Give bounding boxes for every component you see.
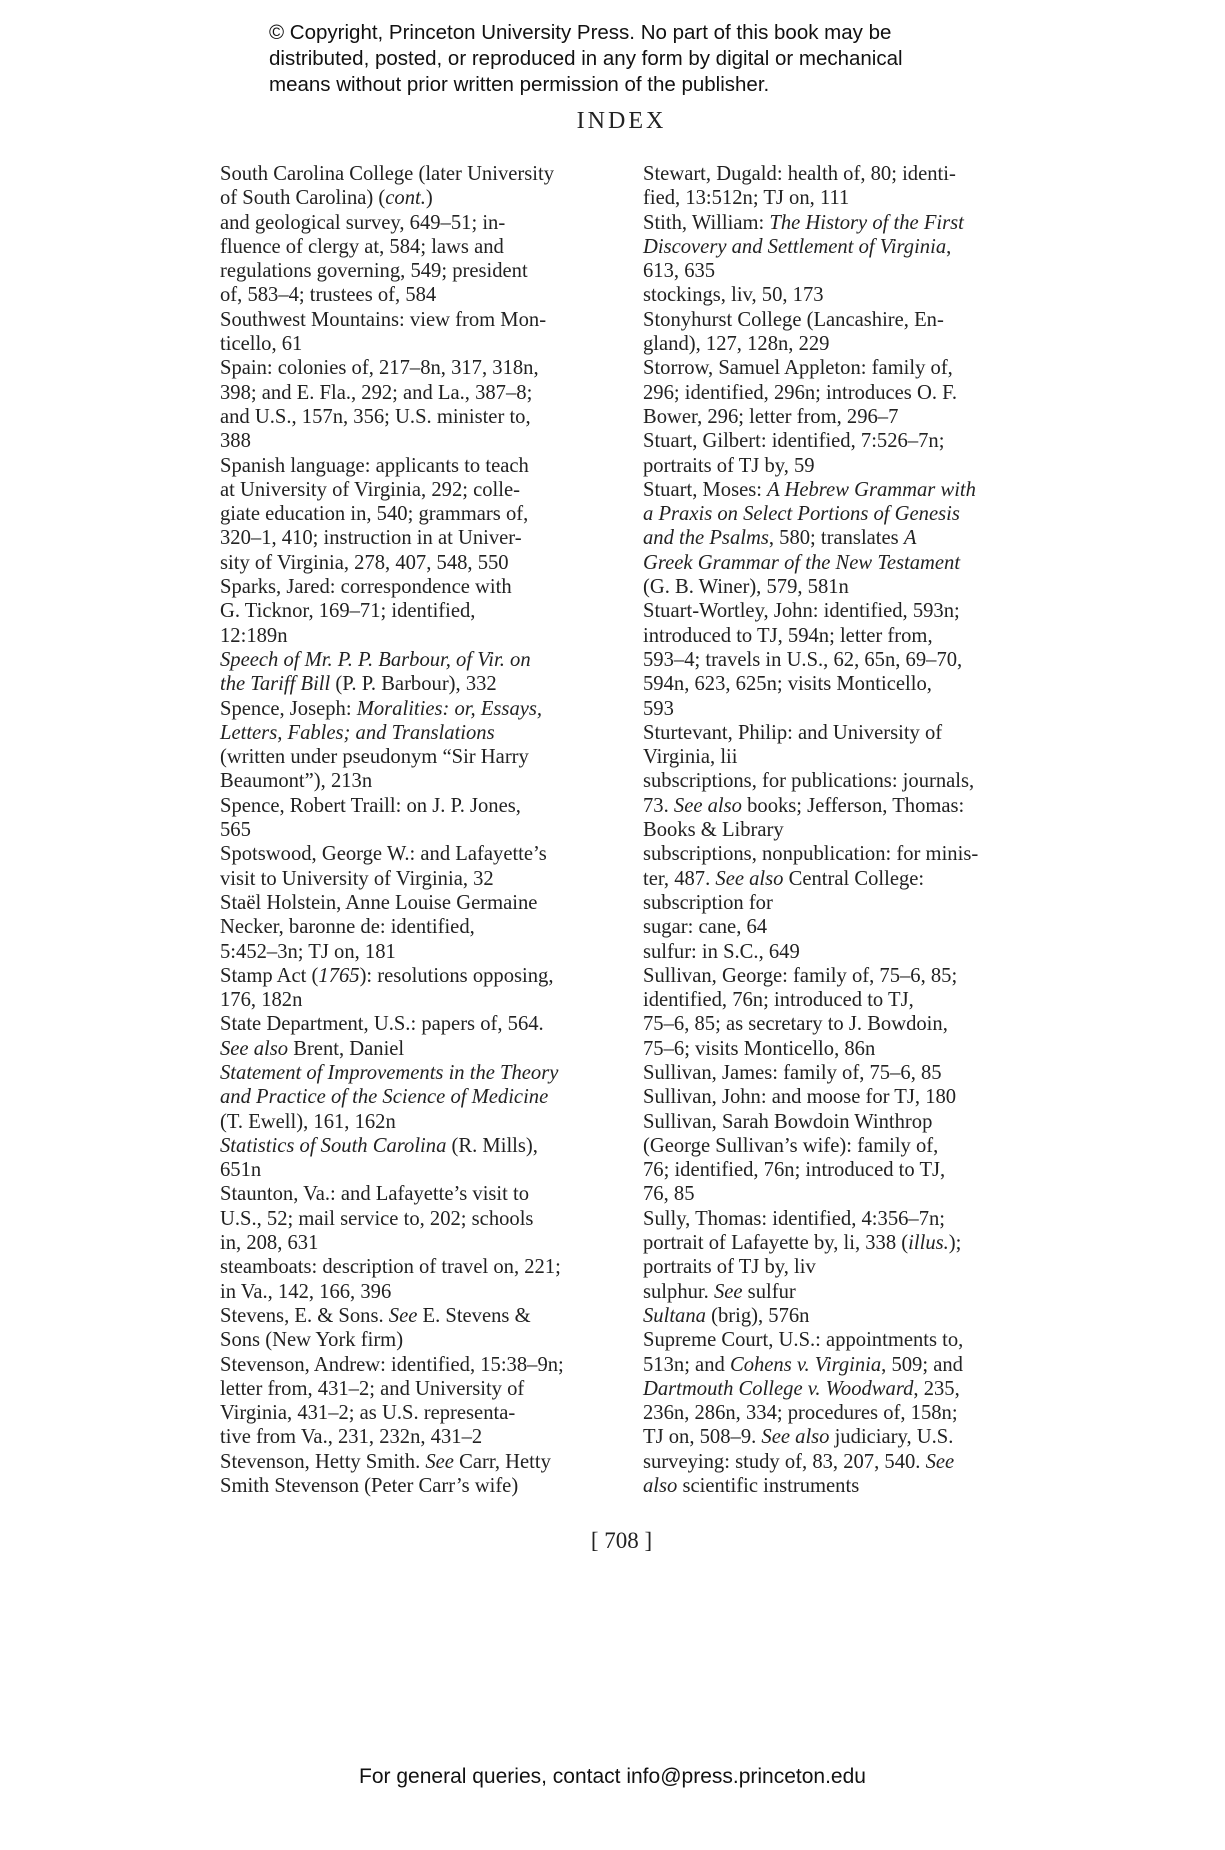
index-entry — [220, 1182, 620, 1255]
index-entry — [643, 599, 1043, 720]
index-entry — [643, 1304, 1043, 1328]
index-entry — [220, 891, 620, 964]
index-entry-line: 236n, 286n, 334; procedures of, 158n; — [643, 1402, 958, 1425]
index-entry-line: and geological survey, 649–51; in- — [220, 211, 506, 234]
index-entry-line: Sully, Thomas: identified, 4:356–7n; — [643, 1207, 946, 1230]
index-entry-line: 296; identified, 296n; introduces O. F. — [643, 381, 958, 404]
index-entry-line: Sullivan, John: and moose for TJ, 180 — [643, 1086, 957, 1109]
index-entry-line: Spain: colonies of, 217–8n, 317, 318n, — [220, 357, 539, 380]
index-entry-line: Sullivan, James: family of, 75–6, 85 — [643, 1061, 942, 1084]
index-entry-line: 75–6, 85; as secretary to J. Bowdoin, — [643, 1013, 948, 1036]
index-entry-line: Spence, Robert Traill: on J. P. Jones, — [220, 794, 521, 817]
index-entry-line: Speech of Mr. P. P. Barbour, of Vir. on — [220, 648, 531, 671]
index-entry-line: portraits of TJ by, liv — [643, 1256, 816, 1279]
index-entry-line: Stamp Act (1765): resolutions opposing, — [220, 964, 554, 987]
index-entry-line: Necker, baronne de: identified, — [220, 916, 475, 939]
index-entry-line: the Tariff Bill (P. P. Barbour), 332 — [220, 673, 497, 696]
index-entry-line: G. Ticknor, 169–71; identified, — [220, 600, 476, 623]
index-entry — [643, 1450, 1043, 1499]
index-entry-line: State Department, U.S.: papers of, 564. — [220, 1013, 544, 1036]
copyright-line: means without prior written permission of the publisher. — [269, 73, 770, 96]
index-entry-line: Sullivan, George: family of, 75–6, 85; — [643, 964, 958, 987]
index-entry-line: subscriptions, nonpublication: for minis- — [643, 843, 979, 866]
index-entry-line: Sturtevant, Philip: and University of — [643, 721, 943, 744]
page-heading: INDEX — [576, 108, 667, 134]
index-entry-line: 76, 85 — [643, 1183, 695, 1206]
index-entry-line: (G. B. Winer), 579, 581n — [643, 576, 849, 599]
index-entry-line: 513n; and Cohens v. Virginia, 509; and — [643, 1353, 963, 1376]
index-entry — [643, 769, 1043, 842]
index-entry — [220, 1012, 620, 1061]
index-entry-line: in, 208, 631 — [220, 1232, 319, 1255]
index-entry-line: Stith, William: The History of the First — [643, 211, 964, 234]
index-entry-line: Stuart, Moses: A Hebrew Grammar with — [643, 478, 976, 501]
index-entry-line: (George Sullivan’s wife): family of, — [643, 1134, 939, 1157]
index-entry-line: visit to University of Virginia, 32 — [220, 867, 494, 890]
index-entry — [643, 1061, 1043, 1085]
index-entry-line: identified, 76n; introduced to TJ, — [643, 989, 914, 1012]
index-entry — [220, 356, 620, 453]
index-entry — [220, 1134, 620, 1183]
index-entry — [643, 1110, 1043, 1207]
index-entry-line: sulfur: in S.C., 649 — [643, 940, 800, 963]
index-entry — [643, 1328, 1043, 1449]
index-entry-line: U.S., 52; mail service to, 202; schools — [220, 1207, 534, 1230]
index-entry-line: surveying: study of, 83, 207, 540. See — [643, 1450, 955, 1473]
index-entry — [220, 1353, 620, 1450]
index-entry-line: Stuart-Wortley, John: identified, 593n; — [643, 600, 960, 623]
index-entry — [220, 1450, 620, 1499]
index-entry-line: Books & Library — [643, 819, 784, 842]
index-entry-line: stockings, liv, 50, 173 — [643, 284, 824, 307]
index-entry-line: steamboats: description of travel on, 221; — [220, 1256, 561, 1279]
index-entry — [220, 1304, 620, 1353]
index-entry-line: 176, 182n — [220, 989, 303, 1012]
index-entry-line: 75–6; visits Monticello, 86n — [643, 1037, 876, 1060]
index-entry-line: Bower, 296; letter from, 296–7 — [643, 405, 899, 428]
index-entry-line: letter from, 431–2; and University of — [220, 1377, 525, 1400]
index-entry — [643, 478, 1043, 599]
index-entry — [643, 842, 1043, 915]
index-entry-line: (written under pseudonym “Sir Harry — [220, 746, 529, 769]
index-entry-line: Stonyhurst College (Lancashire, En- — [643, 308, 944, 331]
index-column-right — [643, 162, 1043, 1498]
index-entry — [643, 721, 1043, 770]
index-entry — [643, 162, 1043, 211]
copyright-line: © Copyright, Princeton University Press. No part of this book may be — [269, 21, 892, 44]
index-entry-line: Sons (New York firm) — [220, 1329, 404, 1352]
index-entry-line: Virginia, 431–2; as U.S. representa- — [220, 1402, 516, 1425]
index-entry-line: Spanish language: applicants to teach — [220, 454, 529, 477]
index-entry — [643, 964, 1043, 1061]
index-entry — [643, 1085, 1043, 1109]
index-entry-line: See also Brent, Daniel — [220, 1037, 405, 1060]
index-entry-line: 12:189n — [220, 624, 288, 647]
index-entry — [643, 1207, 1043, 1280]
index-entry — [643, 940, 1043, 964]
index-entry-line: subscription for — [643, 891, 773, 914]
index-entry-line: introduced to TJ, 594n; letter from, — [643, 624, 933, 647]
index-entry-line: subscriptions, for publications: journals, — [643, 770, 975, 793]
index-entry — [220, 575, 620, 648]
index-entry — [220, 1255, 620, 1304]
index-entry-line: of South Carolina) (cont.) — [220, 187, 433, 210]
index-entry-line: Beaumont”), 213n — [220, 770, 373, 793]
index-entry-line: and U.S., 157n, 356; U.S. minister to, — [220, 405, 531, 428]
index-entry-line: Letters, Fables; and Translations — [220, 721, 495, 744]
index-entry-line: fluence of clergy at, 584; laws and — [220, 235, 504, 258]
index-entry-line: ticello, 61 — [220, 333, 303, 356]
index-entry-line: Statement of Improvements in the Theory — [220, 1061, 559, 1084]
index-entry — [643, 356, 1043, 429]
index-entry-line: Supreme Court, U.S.: appointments to, — [643, 1329, 964, 1352]
index-entry-line: Spotswood, George W.: and Lafayette’s — [220, 843, 547, 866]
index-entry-line: Storrow, Samuel Appleton: family of, — [643, 357, 953, 380]
index-entry — [643, 308, 1043, 357]
index-entry-line: 613, 635 — [643, 260, 716, 283]
index-entry-line: 565 — [220, 819, 251, 842]
index-entry-line: 651n — [220, 1159, 262, 1182]
index-entry-line: 76; identified, 76n; introduced to TJ, — [643, 1159, 946, 1182]
index-entry-line: also scientific instruments — [643, 1475, 860, 1498]
index-entry-line: at University of Virginia, 292; colle- — [220, 478, 520, 501]
copyright-notice — [269, 20, 989, 98]
index-entry-line: 73. See also books; Jefferson, Thomas: — [643, 794, 965, 817]
index-entry-line: tive from Va., 231, 232n, 431–2 — [220, 1426, 483, 1449]
index-entry-line: in Va., 142, 166, 396 — [220, 1280, 392, 1303]
index-entry-line: TJ on, 508–9. See also judiciary, U.S. — [643, 1426, 954, 1449]
index-entry-line: Spence, Joseph: Moralities: or, Essays, — [220, 697, 543, 720]
index-entry — [643, 429, 1043, 478]
index-entry-line: Southwest Mountains: view from Mon- — [220, 308, 547, 331]
copyright-line: distributed, posted, or reproduced in any form by digital or mechanical — [269, 47, 903, 70]
index-entry — [643, 211, 1043, 284]
index-column-left — [220, 162, 620, 1498]
index-entry-line: Smith Stevenson (Peter Carr’s wife) — [220, 1475, 519, 1498]
index-entry-line: sity of Virginia, 278, 407, 548, 550 — [220, 551, 509, 574]
index-entry-line: Stevens, E. & Sons. See E. Stevens & — [220, 1304, 531, 1327]
index-entry — [220, 1061, 620, 1134]
index-entry-line: 593 — [643, 697, 674, 720]
index-entry-line: ter, 487. See also Central College: — [643, 867, 925, 890]
index-entry-line: South Carolina College (later University — [220, 163, 555, 185]
index-entry-line: Greek Grammar of the New Testament — [643, 551, 961, 574]
index-entry — [220, 648, 620, 697]
index-entry-line: (T. Ewell), 161, 162n — [220, 1110, 396, 1133]
index-entry — [643, 1280, 1043, 1304]
index-entry-line: a Praxis on Select Portions of Genesis — [643, 503, 960, 526]
index-entry — [220, 454, 620, 575]
index-entry-line: Sparks, Jared: correspondence with — [220, 576, 512, 599]
index-entry-line: sulphur. See sulfur — [643, 1280, 796, 1303]
index-entry-line: giate education in, 540; grammars of, — [220, 503, 529, 526]
index-entry-line: Dartmouth College v. Woodward, 235, — [643, 1377, 960, 1400]
index-entry-line: Stuart, Gilbert: identified, 7:526–7n; — [643, 430, 945, 453]
index-entry-line: portraits of TJ by, 59 — [643, 454, 815, 477]
index-entry-line: Stevenson, Hetty Smith. See Carr, Hetty — [220, 1450, 551, 1473]
index-entry-line: Discovery and Settlement of Virginia, — [643, 235, 952, 258]
index-entry — [220, 842, 620, 891]
index-entry-line: Statistics of South Carolina (R. Mills), — [220, 1134, 538, 1157]
index-entry-line: Stewart, Dugald: health of, 80; identi- — [643, 163, 956, 185]
index-entry-line: and the Psalms, 580; translates A — [643, 527, 917, 550]
index-entry-line: 5:452–3n; TJ on, 181 — [220, 940, 396, 963]
index-entry-line: sugar: cane, 64 — [643, 916, 768, 939]
index-entry — [220, 794, 620, 843]
index-entry-line: Stevenson, Andrew: identified, 15:38–9n; — [220, 1353, 564, 1376]
index-entry-line: and Practice of the Science of Medicine — [220, 1086, 549, 1109]
footer-contact: For general queries, contact info@press.princeton.edu — [359, 1765, 866, 1788]
index-entry-line: 320–1, 410; instruction in at Univer- — [220, 527, 522, 550]
index-entry-line: 398; and E. Fla., 292; and La., 387–8; — [220, 381, 533, 404]
index-entry-line: Virginia, lii — [643, 746, 738, 769]
index-entry-line: 594n, 623, 625n; visits Monticello, — [643, 673, 932, 696]
index-entry-line: Sultana (brig), 576n — [643, 1304, 810, 1327]
page-number: [ 708 ] — [590, 1528, 653, 1553]
index-entry — [643, 915, 1043, 939]
index-entry-line: gland), 127, 128n, 229 — [643, 333, 830, 356]
index-entry — [220, 964, 620, 1013]
index-entry — [643, 283, 1043, 307]
index-entry-line: Staël Holstein, Anne Louise Germaine — [220, 891, 538, 914]
index-entry-line: 593–4; travels in U.S., 62, 65n, 69–70, — [643, 648, 963, 671]
index-entry-line: Sullivan, Sarah Bowdoin Winthrop — [643, 1110, 933, 1133]
index-entry-line: of, 583–4; trustees of, 584 — [220, 284, 437, 307]
index-entry — [220, 697, 620, 794]
index-entry — [220, 308, 620, 357]
index-entry-line: regulations governing, 549; president — [220, 260, 528, 283]
index-entry-line: fied, 13:512n; TJ on, 111 — [643, 187, 850, 210]
index-entry-line: 388 — [220, 430, 251, 453]
index-entry-line: portrait of Lafayette by, li, 338 (illus.); — [643, 1232, 962, 1255]
index-entry-line: Staunton, Va.: and Lafayette’s visit to — [220, 1183, 530, 1206]
index-entry — [220, 162, 620, 308]
